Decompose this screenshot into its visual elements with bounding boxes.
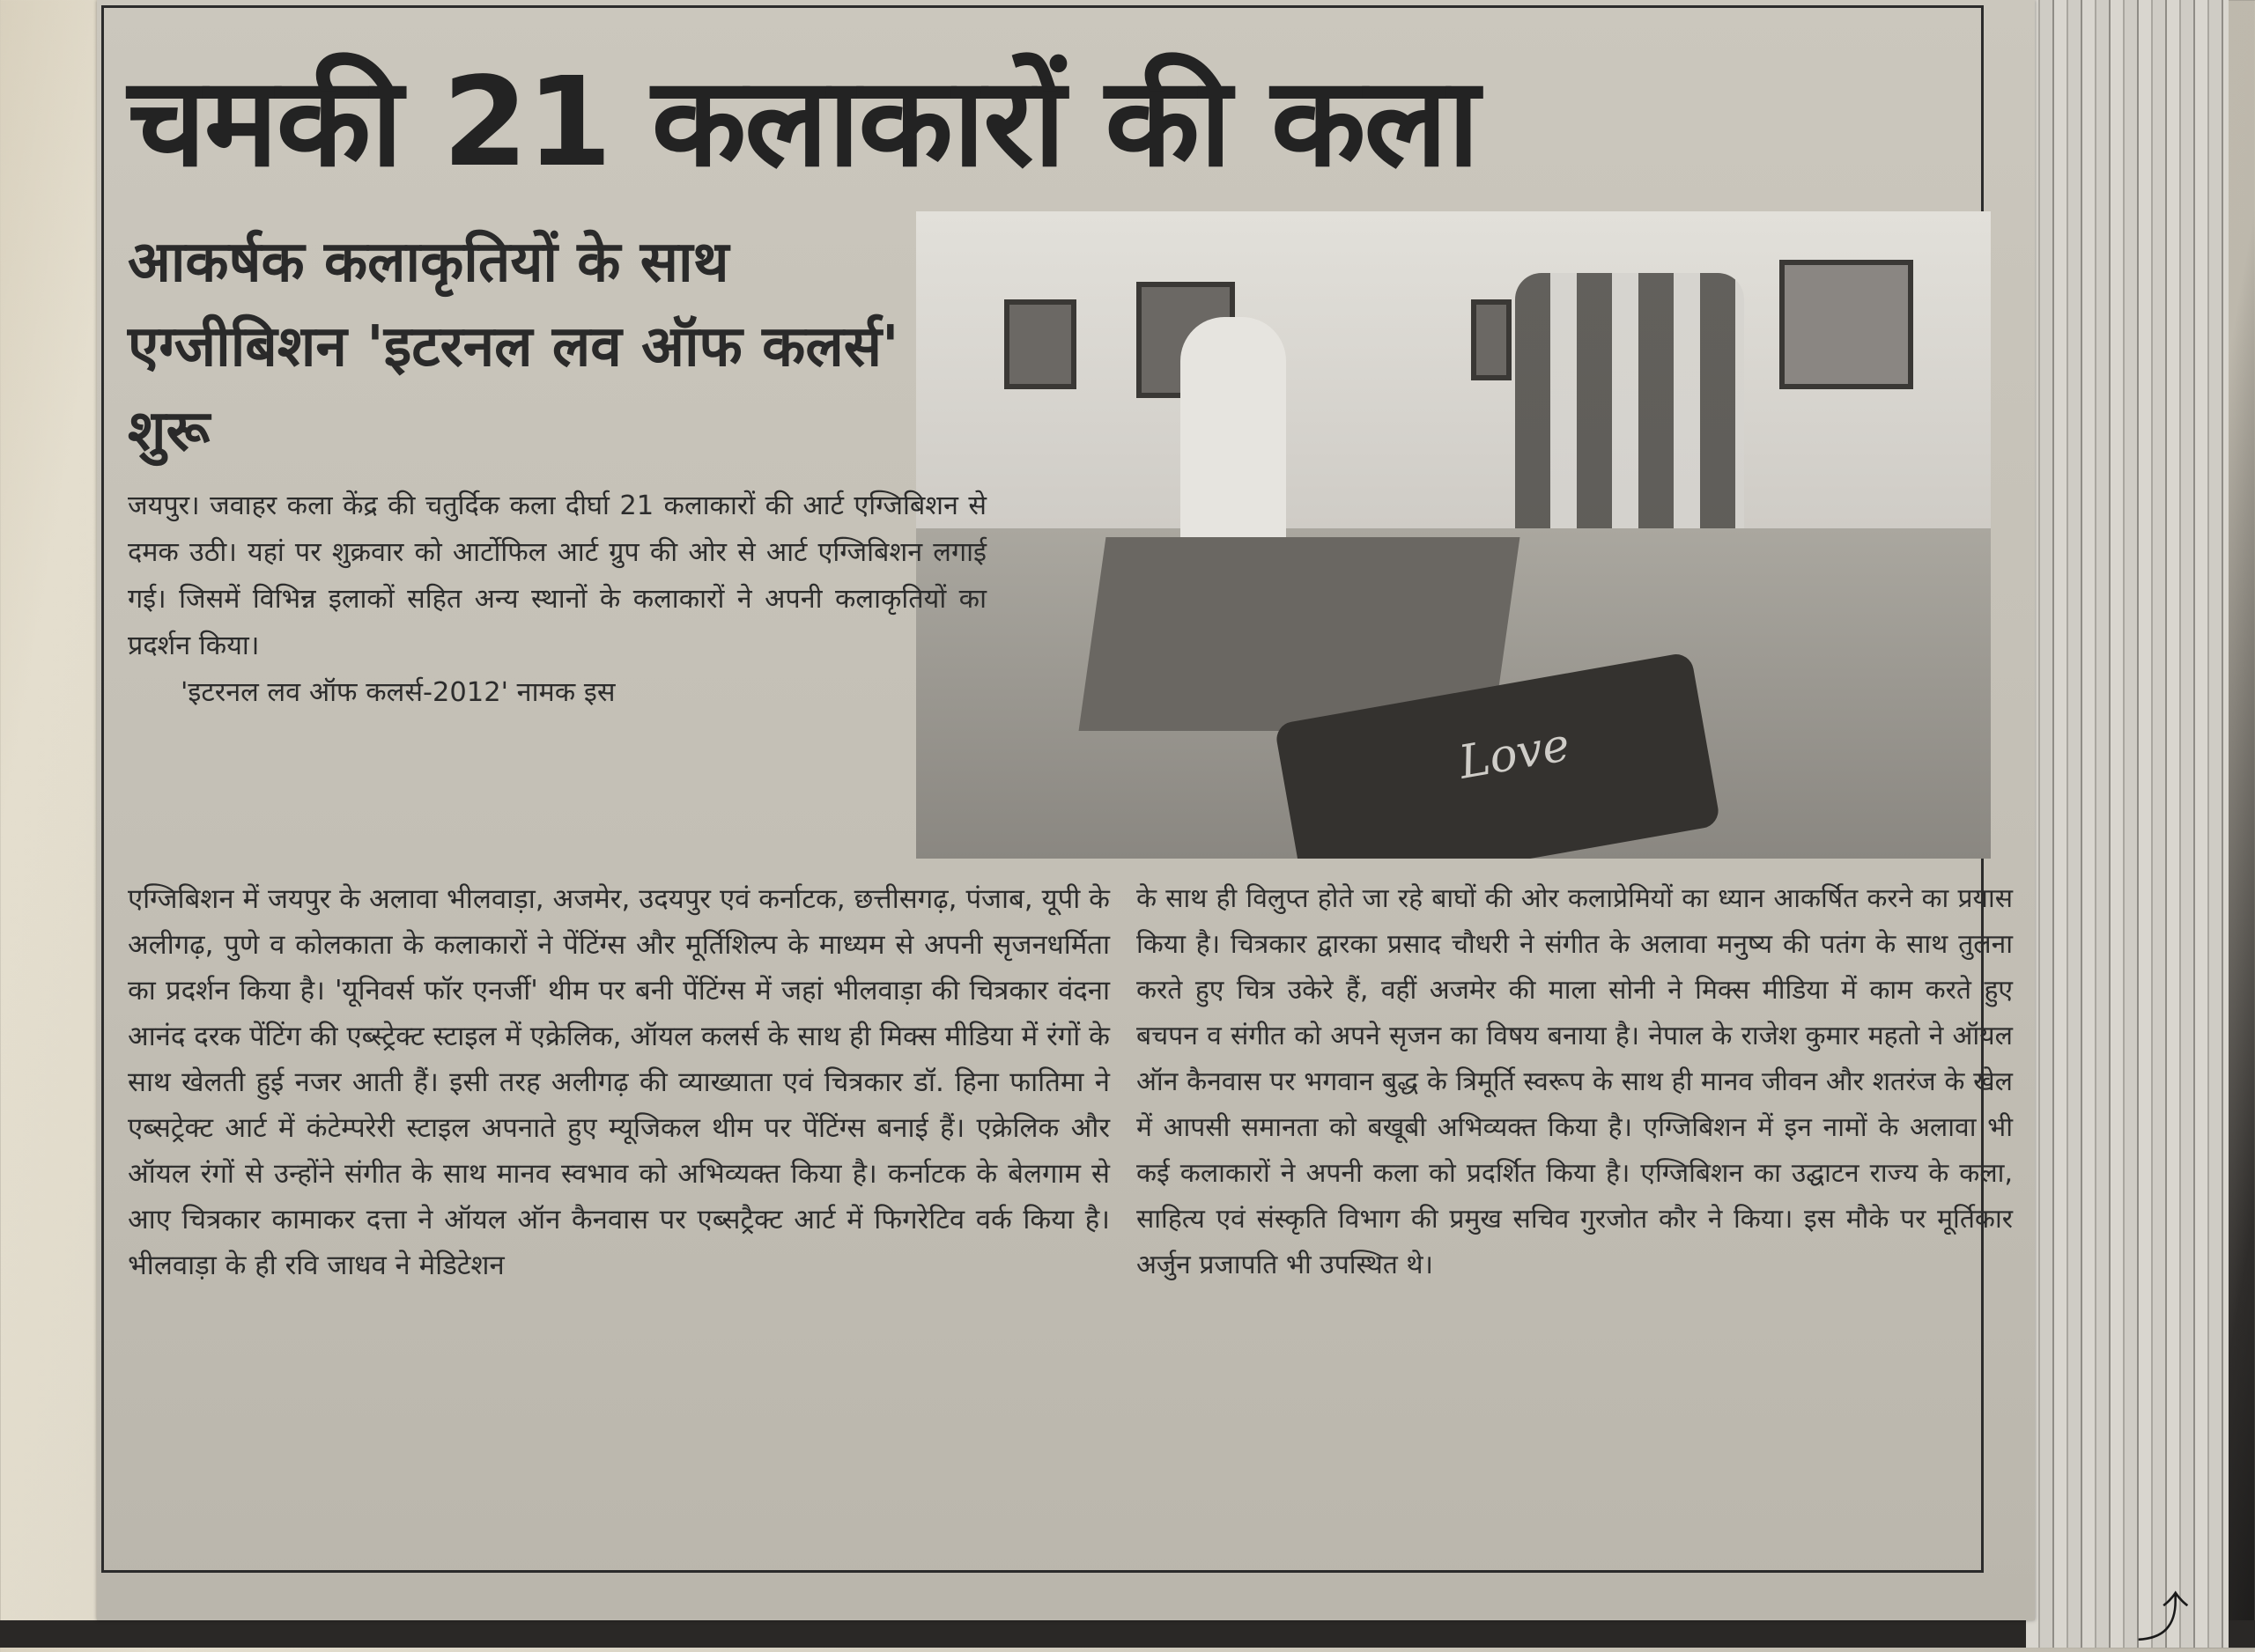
pen-mark-icon: ⤴ bbox=[2136, 1588, 2189, 1649]
lead-paragraph: जयपुर। जवाहर कला केंद्र की चतुर्दिक कला दीर्घा 21 कलाकारों की आर्ट एग्जिबिशन से दमक उठी। यहां पर शुक्रवार को आर्टोफिल आर्ट ग्रुप की ओर से आर्ट एग्जिबिशन लगाई गई। जिसमें विभिन्न इलाकों सहित अन्य स्थानों के कलाकारों ने अपनी कलाकृतियों का प्रदर्शन किया। bbox=[128, 490, 987, 661]
lead-column bbox=[128, 483, 987, 716]
body-text-right: के साथ ही विलुप्त होते जा रहे बाघों की ओर कलाप्रेमियों का ध्यान आकर्षित करने का प्रयास किया है। चित्रकार द्वारका प्रसाद चौधरी ने संगीत के अलावा मनुष्य की पतंग के साथ तुलना करते हुए चित्र उकेरे हैं, वहीं अजमेर की माला सोनी ने मिक्स मीडिया में काम करते हुए बचपन व संगीत को अपने सृजन का विषय बनाया है। नेपाल के राजेश कुमार महतो ने ऑयल ऑन कैनवास पर भगवान बुद्ध के त्रिमूर्ति स्वरूप के साथ ही मानव जीवन और शतरंज के खेल में आपसी समानता को बखूबी अभिव्यक्त किया है। एग्जिबिशन में इन नामों के अलावा भी कई कलाकारों ने अपनी कला को प्रदर्शित किया है। एग्जिबिशन का उद्घाटन राज्य के कला, साहित्य एवं संस्कृति विभाग की प्रमुख सचिव गुरजोत कौर ने किया। इस मौके पर मूर्तिकार अर्जुन प्रजापति भी उपस्थित थे। bbox=[1136, 883, 2013, 1280]
paper-stack-edge bbox=[2026, 0, 2229, 1648]
lead-paragraph: 'इटरनल लव ऑफ कलर्स-2012' नामक इस bbox=[181, 677, 616, 708]
white-sculpture bbox=[1180, 317, 1286, 546]
article-headline: चमकी 21 कलाकारों की कला bbox=[128, 51, 1478, 195]
framed-painting bbox=[1004, 299, 1076, 389]
body-column-left bbox=[128, 876, 1110, 1288]
body-text-left: एग्जिबिशन में जयपुर के अलावा भीलवाड़ा, अजमेर, उदयपुर एवं कर्नाटक, छत्तीसगढ़, पंजाब, यूपी के अलीगढ़, पुणे व कोलकाता के कलाकारों ने पेंटिंग्स और मूर्तिशिल्प के माध्यम से अपनी सृजनधर्मिता का प्रदर्शन किया है। 'यूनिवर्स फॉर एनर्जी' थीम पर बनी पेंटिंग्स में जहां भीलवाड़ा की चित्रकार वंदना आनंद दरक पेंटिंग की एब्स्ट्रेक्ट स्टाइल में एक्रेलिक, ऑयल कलर्स के साथ ही मिक्स मीडिया में रंगों के साथ खेलती हुई नजर आती हैं। इसी तरह अलीगढ़ की व्याख्याता एवं चित्रकार डॉ. हिना फातिमा ने एब्सट्रेक्ट आर्ट में कंटेम्परेरी स्टाइल अपनाते हुए म्यूजिकल थीम पर पेंटिंग्स बनाई हैं। एक्रेलिक और ऑयल रंगों से उन्होंने संगीत के साथ मानव स्वभाव को अभिव्यक्त किया है। कर्नाटक के बेलगाम से आए चित्रकार कामाकर दत्ता ने ऑयल ऑन कैनवास पर एब्सट्रैक्ट आर्ट में फिगरेटिव वर्क किया है। भीलवाड़ा के ही रवि जाधव ने मेडिटेशन bbox=[128, 883, 1110, 1281]
desk-surface bbox=[0, 1620, 2255, 1648]
framed-painting bbox=[1471, 299, 1512, 380]
sign-text: Love bbox=[1454, 718, 1574, 790]
framed-painting-ganesha bbox=[1779, 260, 1913, 389]
body-column-right bbox=[1136, 876, 2013, 1288]
article-subheadline: आकर्षक कलाकृतियों के साथ एग्जीबिशन 'इटरनल लव ऑफ कलर्स' शुरू bbox=[128, 230, 899, 464]
exhibition-photo bbox=[916, 211, 1991, 859]
visitors-group bbox=[1515, 273, 1744, 528]
